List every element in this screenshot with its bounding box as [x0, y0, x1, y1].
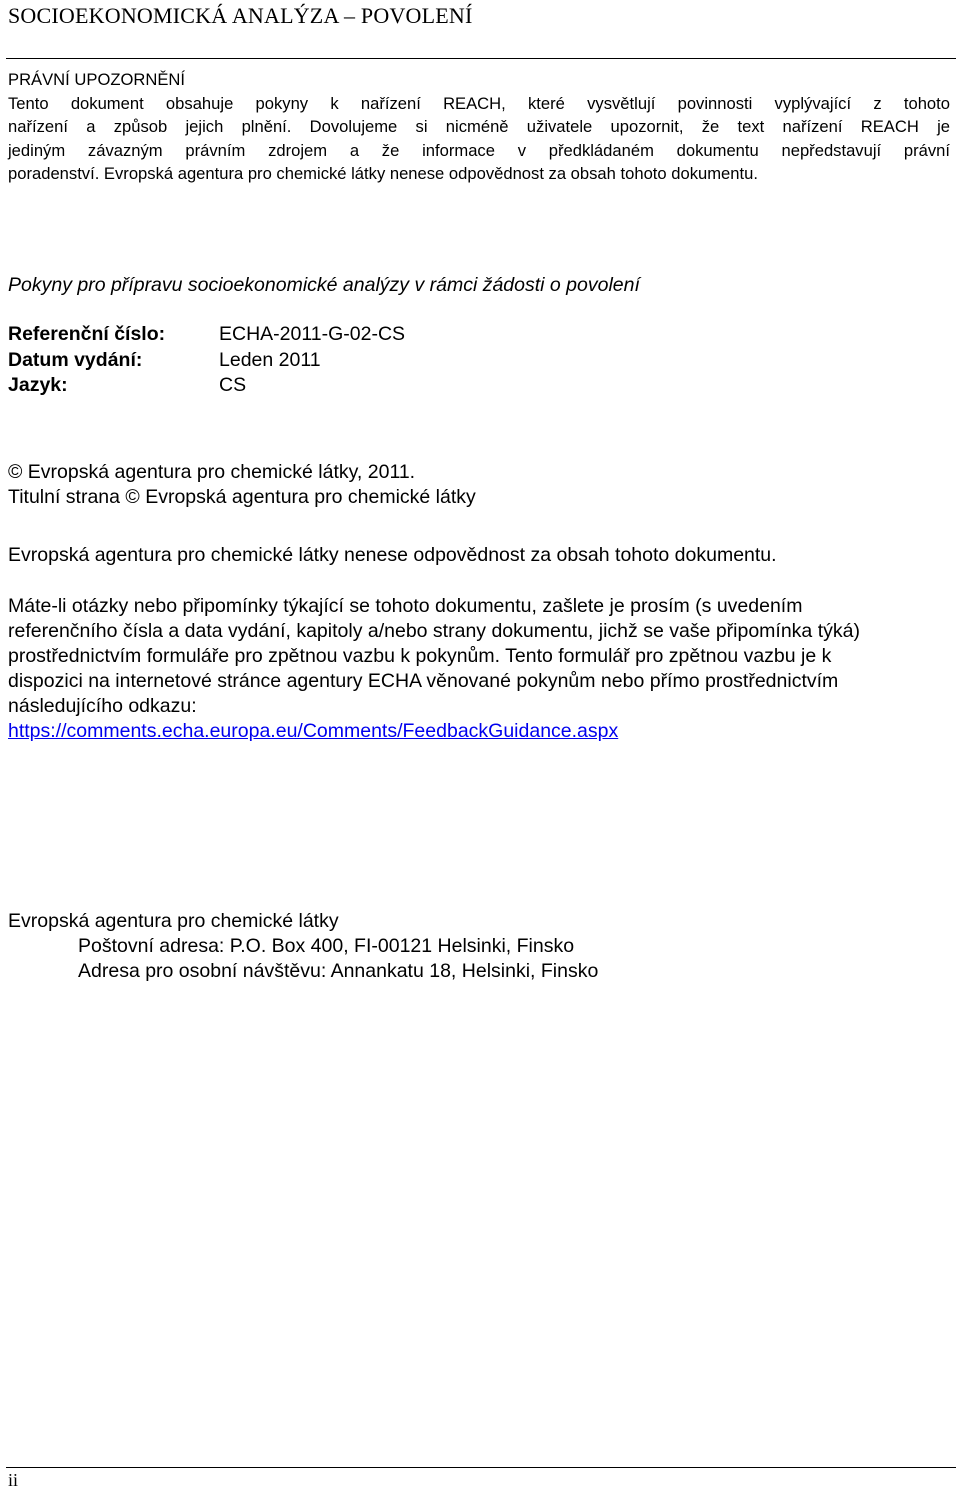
meta-value: CS — [219, 374, 247, 396]
document-metadata — [8, 322, 405, 399]
postal-address: Poštovní adresa: P.O. Box 400, FI-00121 Helsinki, Finsko — [78, 935, 575, 957]
disclaimer-line: nařízení a způsob jejich plnění. Dovolujeme si nicméně uživatele upozornit, že text nařízení REACH je — [8, 117, 950, 136]
disclaimer-line: poradenství. Evropská agentura pro chemické látky nenese odpovědnost za obsah tohoto dokumentu. — [8, 164, 758, 183]
copyright-line: © Evropská agentura pro chemické látky, 2011. — [8, 461, 416, 483]
paragraph-line: dispozici na internetové stránce agentury ECHA věnované pokynům nebo přímo prostřednictvím — [8, 670, 839, 692]
agency-address — [8, 909, 956, 984]
disclaimer-heading: PRÁVNÍ UPOZORNĚNÍ — [8, 70, 186, 89]
paragraph-line: Máte-li otázky nebo připomínky týkající se tohoto dokumentu, zašlete je prosím (s uvedením — [8, 595, 803, 617]
visiting-address: Adresa pro osobní návštěvu: Annankatu 18, Helsinki, Finsko — [78, 960, 599, 982]
paragraph-line: referenčního čísla a data vydání, kapitoly a/nebo strany dokumentu, jichž se vaše připomínka týká) — [8, 620, 860, 642]
feedback-link[interactable]: https://comments.echa.europa.eu/Comments/FeedbackGuidance.aspx — [8, 720, 619, 742]
cover-copyright-line: Titulní strana © Evropská agentura pro chemické látky — [8, 486, 476, 508]
disclaimer-line: jediným závazným právním zdrojem a že informace v předkládaném dokumentu nepředstavují právní — [8, 140, 950, 160]
meta-row-language — [8, 373, 405, 399]
paragraph-line: prostřednictvím formuláře pro zpětnou vazbu k pokynům. Tento formulář pro zpětnou vazbu je k — [8, 645, 832, 667]
running-header-title: SOCIOEKONOMICKÁ ANALÝZA – POVOLENÍ — [8, 3, 473, 28]
meta-label: Datum vydání: — [8, 348, 143, 371]
meta-value: ECHA-2011-G-02-CS — [219, 323, 406, 345]
meta-value: Leden 2011 — [219, 348, 321, 371]
meta-label: Jazyk: — [8, 374, 68, 396]
copyright-notice — [8, 460, 956, 510]
header-rule — [6, 58, 956, 59]
document-title: Pokyny pro přípravu socioekonomické analýzy v rámci žádosti o povolení — [8, 274, 640, 296]
meta-row-date — [8, 348, 405, 374]
footer-rule — [6, 1467, 956, 1468]
agency-name: Evropská agentura pro chemické látky — [8, 910, 339, 932]
disclaimer-line: Tento dokument obsahuje pokyny k nařízení REACH, které vysvětlují povinnosti vyplývající z tohoto — [8, 93, 950, 113]
feedback-paragraph — [8, 594, 956, 744]
page-number: ii — [8, 1470, 19, 1490]
paragraph-line: následujícího odkazu: — [8, 695, 197, 717]
meta-label: Referenční číslo: — [8, 323, 166, 345]
legal-disclaimer — [8, 68, 950, 186]
meta-row-reference — [8, 322, 405, 348]
responsibility-statement: Evropská agentura pro chemické látky nenese odpovědnost za obsah tohoto dokumentu. — [8, 544, 777, 566]
